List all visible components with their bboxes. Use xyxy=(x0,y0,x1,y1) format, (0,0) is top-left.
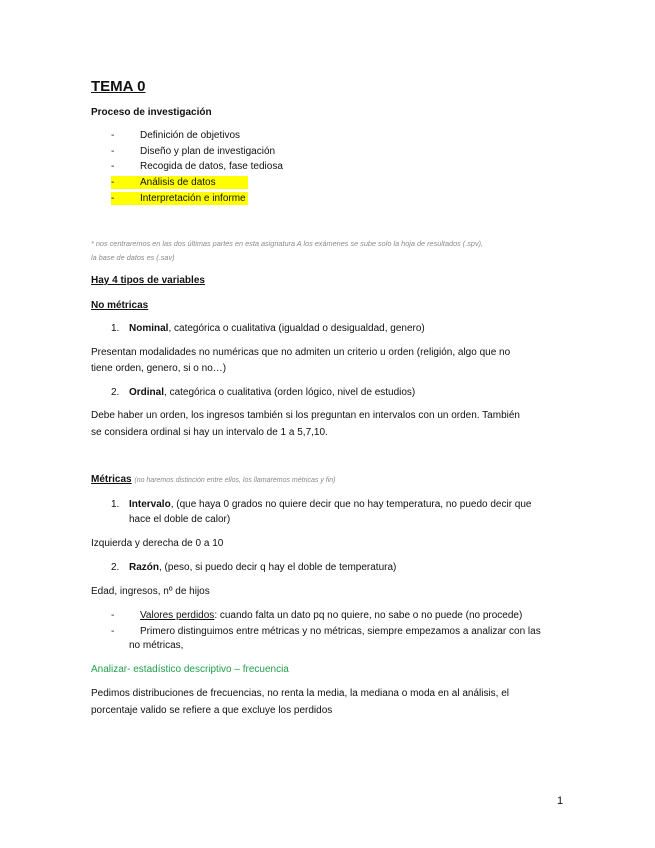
paragraph-line: Debe haber un orden, los ingresos también si los preguntan en intervalos con un orden. También xyxy=(91,410,520,421)
green-instruction-line: Analizar- estadístico descriptivo – frecuencia xyxy=(91,664,289,675)
valores-perdidos-term: Valores perdidos xyxy=(140,610,215,621)
metricas-note: (no haremos distinción entre ellos, los llamaremos métricas y fin) xyxy=(134,477,336,484)
no-metricas-heading: No métricas xyxy=(91,300,149,311)
item-number: 1. xyxy=(111,499,120,510)
highlighted-list-item xyxy=(111,176,248,189)
list-dash: - xyxy=(111,130,115,141)
list-dash: - xyxy=(111,146,115,157)
list-dash: - xyxy=(111,626,115,637)
item-description: , categórica o cualitativa (orden lógico, nivel de estudios) xyxy=(164,387,416,398)
item-term: Intervalo xyxy=(129,499,171,510)
paragraph-line: Edad, ingresos, nº de hijos xyxy=(91,586,210,597)
item-description: , categórica o cualitativa (igualdad o desigualdad, genero) xyxy=(168,323,425,334)
process-heading: Proceso de investigación xyxy=(91,107,212,118)
paragraph-line: se considera ordinal si hay un intervalo de 1 a 5,7,10. xyxy=(91,427,328,438)
list-dash: - xyxy=(111,193,115,204)
item-description: , (peso, si puedo decir q hay el doble de temperatura) xyxy=(159,562,397,573)
list-item-text: Primero distinguimos entre métricas y no métricas, siempre empezamos a analizar con las xyxy=(140,626,541,637)
list-item-text: Interpretación e informe xyxy=(140,193,246,204)
footnote-line-2: la base de datos es (.sav) xyxy=(91,253,175,262)
metricas-heading-row xyxy=(91,473,336,488)
list-item-text: Definición de objetivos xyxy=(140,130,241,141)
paragraph-line: Izquierda y derecha de 0 a 10 xyxy=(91,538,224,549)
list-dash: - xyxy=(111,177,115,188)
metricas-heading: Métricas xyxy=(91,474,132,485)
page-number: 1 xyxy=(557,795,564,807)
list-item-text: Análisis de datos xyxy=(140,177,216,188)
item-description: , (que haya 0 grados no quiere decir que no hay temperatura, no puedo decir que xyxy=(170,499,532,510)
page-title: TEMA 0 xyxy=(91,78,146,95)
list-item-text: Diseño y plan de investigación xyxy=(140,146,276,157)
item-number: 2. xyxy=(111,562,120,573)
item-term: Ordinal xyxy=(129,387,165,398)
item-number: 1. xyxy=(111,323,120,334)
item-term: Nominal xyxy=(129,323,169,334)
highlighted-list-item xyxy=(111,192,248,205)
list-item-text-continued: no métricas, xyxy=(129,640,184,651)
item-description-continued: hace el doble de calor) xyxy=(129,514,231,525)
list-dash: - xyxy=(111,161,115,172)
paragraph-line: tiene orden, genero, si o no…) xyxy=(91,363,227,374)
list-item-text: : cuando falta un dato pq no quiere, no sabe o no puede (no procede) xyxy=(214,610,523,621)
list-item-text: Recogida de datos, fase tediosa xyxy=(140,161,283,172)
paragraph-line: porcentaje valido se refiere a que excluye los perdidos xyxy=(91,705,333,716)
footnote-line-1: * nos centraremos en las dos últimas partes en esta asignatura A los exámenes se sube solo la hoja de resultados (.spv), xyxy=(91,239,484,248)
item-number: 2. xyxy=(111,387,120,398)
list-dash: - xyxy=(111,610,115,621)
paragraph-line: Pedimos distribuciones de frecuencias, no renta la media, la mediana o moda en al análisis, el xyxy=(91,688,510,699)
item-term: Razón xyxy=(129,562,159,573)
variables-heading: Hay 4 tipos de variables xyxy=(91,275,205,286)
paragraph-line: Presentan modalidades no numéricas que no admiten un criterio u orden (religión, algo que no xyxy=(91,347,511,358)
